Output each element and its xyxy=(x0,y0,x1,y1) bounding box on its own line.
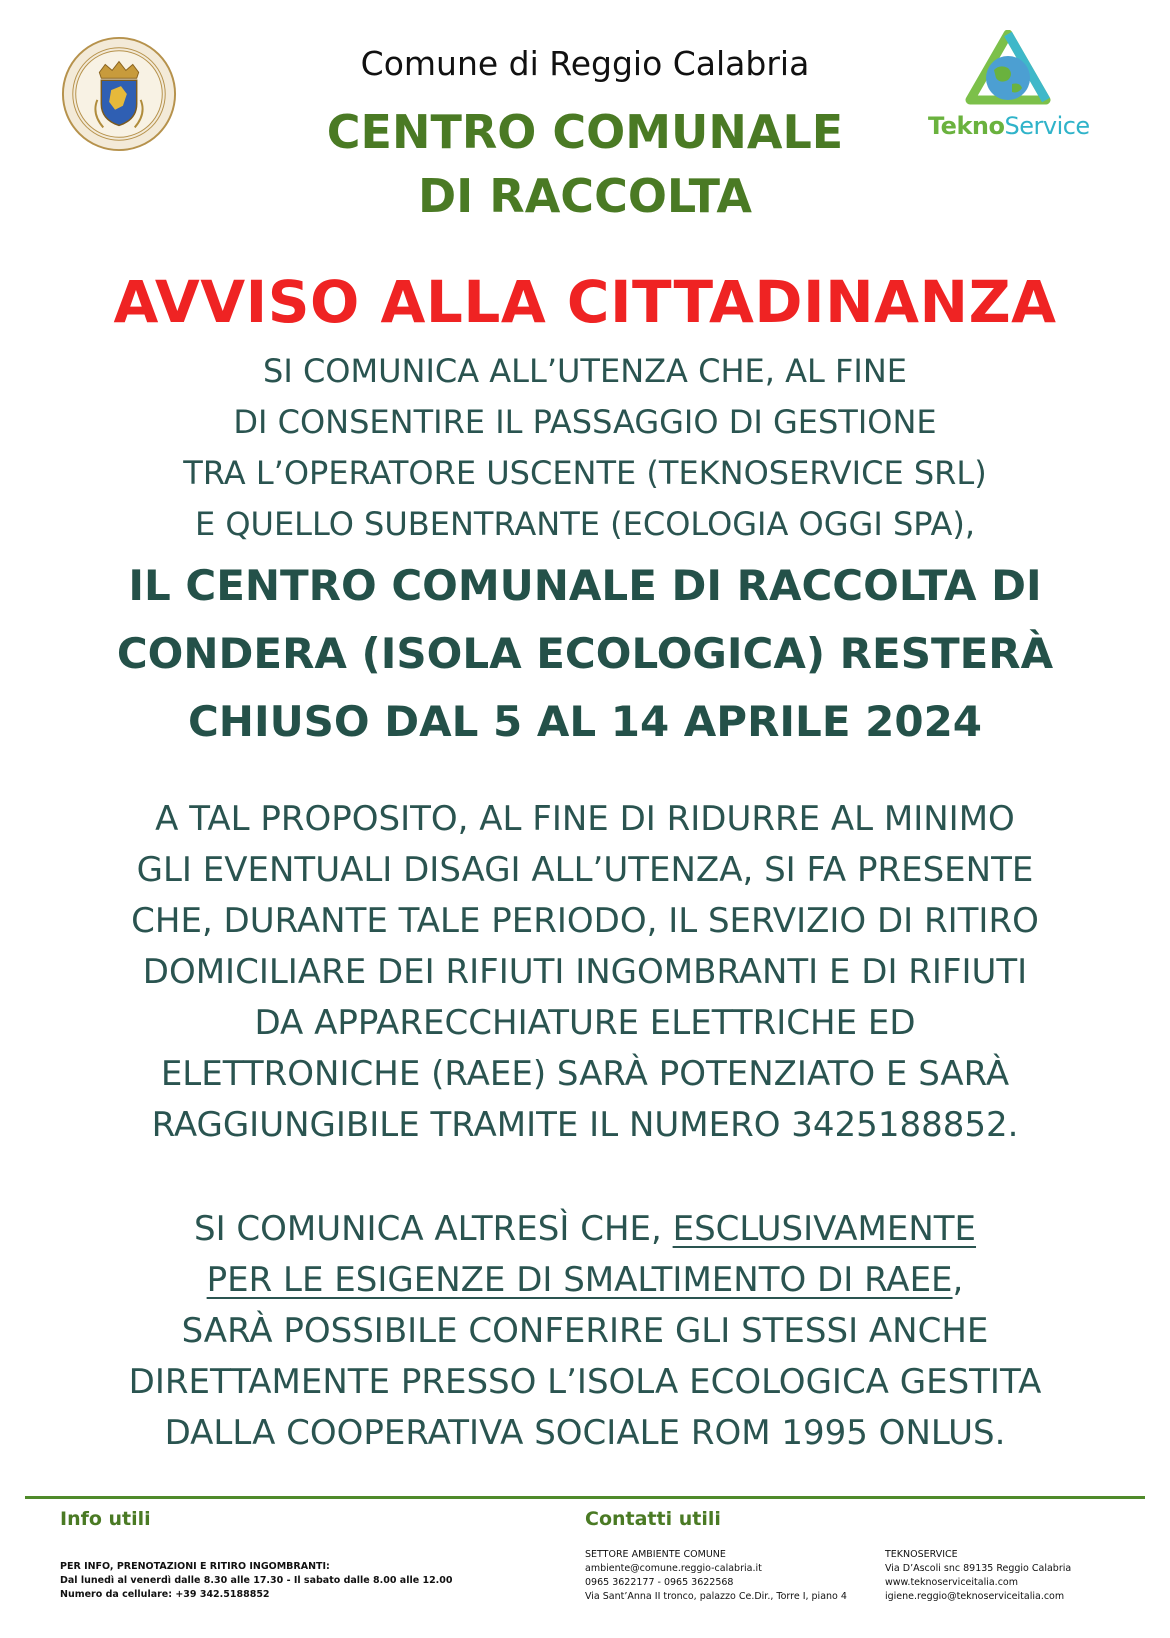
brand-part-service: Service xyxy=(1004,112,1090,140)
text-line: SI COMUNICA ALL’UTENZA CHE, AL FINE xyxy=(263,352,907,390)
contact-line: TEKNOSERVICE xyxy=(885,1549,958,1560)
text-line: IL CENTRO COMUNALE DI RACCOLTA DI xyxy=(128,561,1042,610)
contact-address: Via Sant’Anna II tronco, palazzo Ce.Dir., Torre I, piano 4 xyxy=(585,1591,847,1602)
text-line: DI CONSENTIRE IL PASSAGGIO DI GESTIONE xyxy=(233,403,937,441)
text-line: CHE, DURANTE TALE PERIODO, IL SERVIZIO DI RITIRO xyxy=(131,901,1039,941)
info-block xyxy=(60,1560,453,1602)
municipality-name: Comune di Reggio Calabria xyxy=(360,44,810,83)
contact-address: Via D’Ascoli snc 89135 Reggio Calabria xyxy=(885,1563,1072,1574)
text-line: A TAL PROPOSITO, AL FINE DI RIDURRE AL MINIMO xyxy=(155,799,1015,839)
contact-phone: 0965 3622177 - 0965 3622568 xyxy=(585,1577,734,1588)
title-line: DI RACCOLTA xyxy=(417,169,753,223)
contact-website[interactable]: www.teknoserviceitalia.com xyxy=(885,1577,1018,1588)
text-line xyxy=(20,1255,1150,1306)
text-line xyxy=(20,1204,1150,1255)
brand-part-tekno: Tekno xyxy=(928,112,1005,140)
text-line: SARÀ POSSIBILE CONFERIRE GLI STESSI ANCHE xyxy=(181,1311,989,1351)
text-line: TRA L’OPERATORE USCENTE (TEKNOSERVICE SRL) xyxy=(183,454,987,492)
text-line: DALLA COOPERATIVA SOCIALE ROM 1995 ONLUS. xyxy=(164,1413,1006,1453)
title-line: CENTRO COMUNALE xyxy=(326,105,844,159)
text-line: RAGGIUNGIBILE TRAMITE IL NUMERO 3425188852. xyxy=(151,1105,1019,1145)
raee-paragraph xyxy=(20,1204,1150,1459)
text-line: GLI EVENTUALI DISAGI ALL’UTENZA, SI FA PRESENTE xyxy=(136,850,1034,890)
info-line: Dal lunedì al venerdì dalle 8.30 alle 17.30 - Il sabato dalle 8.00 alle 12.00 xyxy=(60,1575,453,1586)
notice-headline: AVVISO ALLA CITTADINANZA xyxy=(113,268,1057,336)
info-line: Numero da cellulare: +39 342.5188852 xyxy=(60,1589,270,1600)
raee-suffix: , xyxy=(952,1260,964,1300)
text-line: ELETTRONICHE (RAEE) SARÀ POTENZIATO E SARÀ xyxy=(160,1054,1010,1094)
intro-paragraph xyxy=(20,346,1150,550)
text-line: E QUELLO SUBENTRANTE (ECOLOGIA OGGI SPA), xyxy=(194,505,976,543)
teknoservice-contact-block xyxy=(885,1548,1071,1604)
contact-email[interactable]: igiene.reggio@teknoserviceitalia.com xyxy=(885,1591,1065,1602)
raee-emphasis: ESCLUSIVAMENTE xyxy=(672,1209,977,1249)
comune-contact-block xyxy=(585,1548,847,1604)
contact-email[interactable]: ambiente@comune.reggio-calabria.it xyxy=(585,1563,762,1574)
text-line: CONDERA (ISOLA ECOLOGICA) RESTERÀ xyxy=(116,629,1054,678)
text-line: DOMICILIARE DEI RIFIUTI INGOMBRANTI E DI RIFIUTI xyxy=(142,952,1028,992)
text-line: DA APPARECCHIATURE ELETTRICHE ED xyxy=(254,1003,916,1043)
info-heading: Info utili xyxy=(60,1508,151,1530)
contacts-heading: Contatti utili xyxy=(585,1508,721,1530)
footer-divider xyxy=(25,1496,1145,1499)
text-line: CHIUSO DAL 5 AL 14 APRILE 2024 xyxy=(187,697,983,746)
closure-announcement xyxy=(20,552,1150,756)
contact-line: SETTORE AMBIENTE COMUNE xyxy=(585,1549,726,1560)
text-line: DIRETTAMENTE PRESSO L’ISOLA ECOLOGICA GESTITA xyxy=(128,1362,1042,1402)
info-line: PER INFO, PRENOTAZIONI E RITIRO INGOMBRANTI: xyxy=(60,1561,330,1572)
raee-prefix: SI COMUNICA ALTRESÌ CHE, xyxy=(193,1209,673,1249)
page-title xyxy=(0,100,1170,228)
raee-emphasis: PER LE ESIGENZE DI SMALTIMENTO DI RAEE xyxy=(206,1260,953,1300)
service-paragraph xyxy=(20,794,1150,1151)
